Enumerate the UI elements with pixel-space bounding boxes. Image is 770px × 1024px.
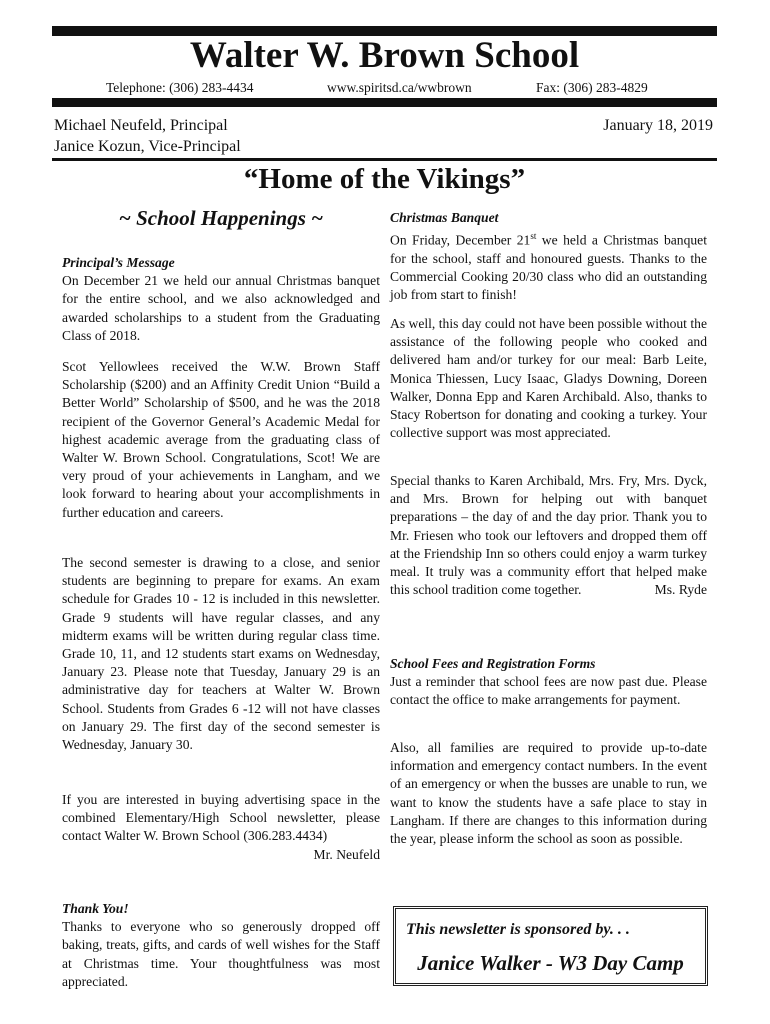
fees-article [390,655,707,710]
banquet-article [390,209,707,305]
principal-paragraph-2: Scot Yellowlees received the W.W. Brown Staff Scholarship ($200) and an Affinity Credit Union “Build a Better World” Scholarship of $500, and he was the 2018 recipient of the Governor General’s Academic Medal for highest academic average from the graduating class of Walter W. Brown School. Congratulations, Scot! We are very proud of your achievements in Langham, and we look forward to hearing about your accomplishments in further education and careers. [62,359,380,520]
semester-article [62,554,380,754]
principal-message-heading: Principal’s Message [62,255,175,270]
principal-message [62,254,380,345]
thank-you-text: Thanks to everyone who so generously dropped off baking, treats, gifts, and cards of well wishes for the Staff at Christmas time. Your thoughtfulness was most appreciated. [62,919,380,989]
fees-paragraph-1: Just a reminder that school fees are now past due. Please contact the office to make arrangements for payment. [390,674,707,708]
banquet-p1-rest: we held a Christmas banquet for the school, staff and honoured guests. Thanks to the Commercial Cooking 20/30 class who did an outstanding job from start to finish! [390,232,707,303]
staff-rule [52,158,717,161]
thank-you-heading: Thank You! [62,901,129,916]
sponsor-box [393,906,708,986]
banquet-signature: Ms. Ryde [654,582,707,598]
header-rule [52,98,717,107]
contact-info-article [390,739,707,848]
website: www.spiritsd.ca/wwbrown [327,80,472,95]
banquet-thanks [390,472,707,599]
principal-name: Michael Neufeld, Principal [54,117,228,134]
banquet-heading: Christmas Banquet [390,210,499,225]
principal-paragraph-3: The second semester is drawing to a close, and senior students are beginning to prepare for exams. An exam schedule for Grades 10 - 12 is included in this newsletter. Grade 9 students will have regular classes, and any midterm exams will be written during regular class time. Grade 10, 11, and 12 students start exams on Wednesday, January 23. Please note that Tuesday, January 29 is an administrative day for teachers at Walter W. Brown School. Students from Grades 6 -12 will not have classes on January 29. The first day of the second semester is Wednesday, January 30. [62,555,380,753]
banquet-p1-sup: st [530,231,537,242]
scholarship-article [62,358,380,522]
advertising-paragraph [62,791,380,862]
banquet-paragraph-1 [390,227,707,304]
sponsor-name: Janice Walker - W3 Day Camp [417,951,684,975]
banquet-p1-start: On Friday, December 21 [390,232,531,248]
banquet-paragraph-3 [390,472,707,599]
telephone: Telephone: (306) 283-4434 [106,80,254,95]
sponsor-label: This newsletter is sponsored by. . . [406,921,630,938]
newsletter-date: January 18, 2019 [603,117,713,134]
principal-paragraph-1: On December 21 we held our annual Christmas banquet for the entire school, and we also acknowledged and awarded scholarships to a student from the Graduating Class of 2018. [62,273,380,343]
advertising-text: If you are interested in buying advertising space in the combined Elementary/High School newsletter, please contact Walter W. Brown School (306.283.4434) [62,792,380,844]
banquet-thanks-text: Special thanks to Karen Archibald, Mrs. Fry, Mrs. Dyck, and Mrs. Brown for helping out with banquet preparations – the day of and the day prior. Thank you to Mr. Friesen who took our leftovers and dropped them off at the Friendship Inn so others could enjoy a warm turkey meal. It truly was a community effort that helped make this school tradition come together. [390,473,707,598]
school-name: Walter W. Brown School [189,35,580,76]
thank-you-article [62,900,380,991]
banquet-paragraph-2: As well, this day could not have been possible without the assistance of the following people who cooked and delivered ham and/or turkey for our meal: Barb Leite, Monica Thiessen, Lucy Isaac, Gladys Downing, Doreen Walker, Donna Epp and Karen Archibald. Also, thanks to Stacy Robertson for donating and cooking a turkey. Your collective support was most appreciated. [390,316,707,441]
vice-principal-name: Janice Kozun, Vice-Principal [54,138,241,155]
section-title: ~ School Happenings ~ [118,206,324,230]
advertising-article [62,791,380,864]
banquet-helpers [390,315,707,442]
advertising-signature: Mr. Neufeld [313,846,380,862]
fees-paragraph-2: Also, all families are required to provide up-to-date information and emergency contact numbers. In the event of an emergency or when the busses are unable to run, we want to know the students have a safe place to stay in Langham. If there are changes to this information during the year, please inform the school as soon as possible. [390,740,707,847]
fees-heading: School Fees and Registration Forms [390,656,596,671]
fax: Fax: (306) 283-4829 [536,80,648,95]
school-motto: “Home of the Vikings” [243,163,526,195]
